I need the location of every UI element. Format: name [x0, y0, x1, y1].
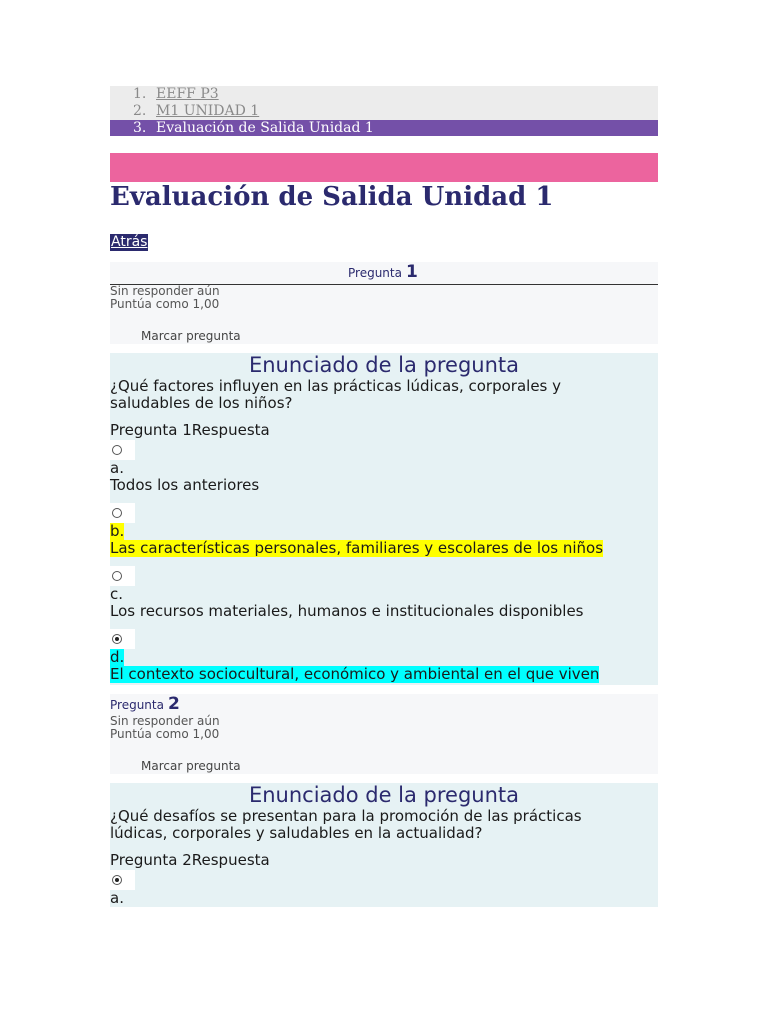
option-letter: d.: [110, 648, 125, 666]
option-text[interactable]: Las características personales, familiares y escolares de los niños: [110, 539, 604, 557]
question-score: Puntúa como 1,00: [110, 297, 220, 311]
header-banner: [110, 153, 658, 182]
option-letter: a.: [110, 889, 124, 907]
question-info: [110, 262, 658, 344]
breadcrumb-current-label: Evaluación de Salida Unidad 1: [156, 120, 374, 136]
option-letter: c.: [110, 585, 124, 603]
question-heading: Enunciado de la pregunta: [248, 353, 520, 377]
breadcrumb-item-course[interactable]: [110, 86, 658, 103]
back-link[interactable]: Atrás: [111, 234, 148, 250]
question-content: [110, 783, 658, 907]
question-score: Puntúa como 1,00: [110, 727, 220, 741]
breadcrumb-number: 3.: [133, 120, 147, 136]
question-status: Sin responder aún: [110, 714, 220, 728]
option-text[interactable]: Los recursos materiales, humanos e institucionales disponibles: [110, 602, 584, 620]
breadcrumb-link-course[interactable]: EEFF P3: [156, 86, 219, 102]
question-statement: ¿Qué factores influyen en las prácticas lúdicas, corporales y saludables de los niños?: [110, 377, 562, 412]
response-label: Pregunta 1Respuesta: [110, 421, 270, 439]
radio-dot: [112, 508, 122, 518]
breadcrumb: [110, 86, 658, 136]
flag-question-link[interactable]: Marcar pregunta: [141, 329, 241, 343]
answer-radio-d[interactable]: [110, 629, 135, 649]
option-letter: b.: [110, 522, 125, 540]
question-label: Pregunta: [348, 266, 402, 280]
option-text[interactable]: El contexto sociocultural, económico y ambiental en el que viven: [110, 665, 600, 683]
answer-radio-a[interactable]: [110, 870, 135, 890]
option-letter: a.: [110, 459, 124, 477]
question-info: [110, 694, 658, 774]
option-text[interactable]: Todos los anteriores: [110, 476, 260, 494]
breadcrumb-number: 2.: [133, 103, 147, 119]
question-label: Pregunta: [110, 698, 164, 712]
question-number: [110, 694, 180, 714]
radio-dot-selected: [112, 875, 122, 885]
question-heading: Enunciado de la pregunta: [248, 783, 520, 807]
breadcrumb-item-current: [110, 120, 658, 136]
question-number-value: 2: [167, 694, 180, 714]
flag-question-link[interactable]: Marcar pregunta: [141, 759, 241, 773]
breadcrumb-number: 1.: [133, 86, 147, 102]
breadcrumb-link-unit[interactable]: M1 UNIDAD 1: [156, 103, 260, 119]
radio-dot: [112, 571, 122, 581]
answer-radio-b[interactable]: [110, 503, 135, 523]
radio-dot: [112, 445, 122, 455]
response-label: Pregunta 2Respuesta: [110, 851, 270, 869]
question-content: [110, 353, 658, 685]
radio-dot-selected: [112, 634, 122, 644]
page-title: Evaluación de Salida Unidad 1: [110, 182, 554, 212]
question-number-value: 1: [405, 262, 418, 282]
answer-radio-c[interactable]: [110, 566, 135, 586]
question-status: Sin responder aún: [110, 284, 220, 298]
breadcrumb-item-unit[interactable]: [110, 103, 658, 120]
question-statement: ¿Qué desafíos se presentan para la promoción de las prácticas lúdicas, corporales y saludables en la actualidad?: [110, 807, 582, 842]
answer-radio-a[interactable]: [110, 440, 135, 460]
question-number: [348, 262, 418, 282]
